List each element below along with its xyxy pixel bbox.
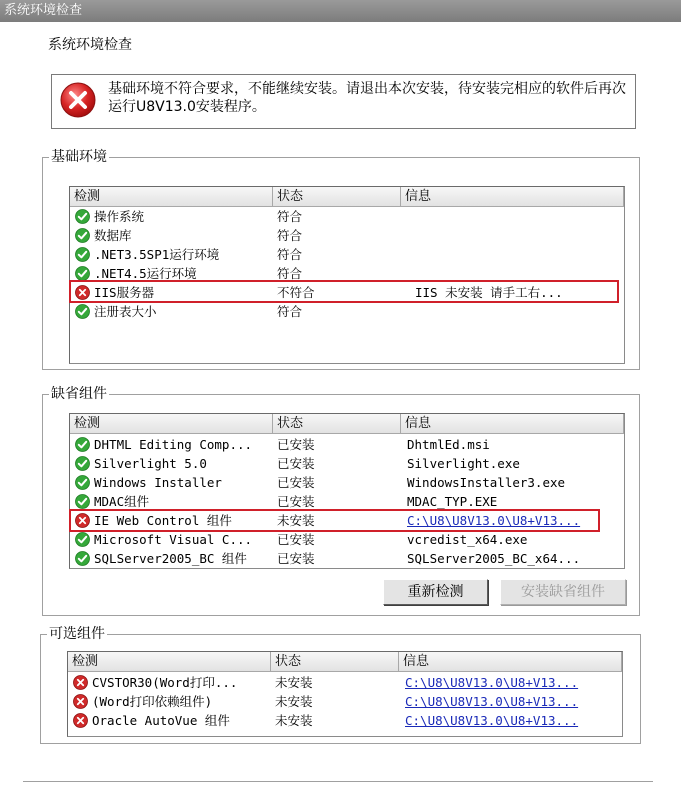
item-name: 数据库 xyxy=(94,228,132,243)
item-name: 注册表大小 xyxy=(94,304,157,319)
error-icon xyxy=(73,713,88,728)
item-status: 未安装 xyxy=(275,675,313,690)
list-item[interactable] xyxy=(68,673,622,692)
list-item[interactable] xyxy=(68,692,622,711)
bottom-divider xyxy=(23,781,653,782)
item-name: SQLServer2005_BC 组件 xyxy=(94,551,247,566)
item-status: 不符合 xyxy=(277,285,315,300)
item-status: 已安装 xyxy=(277,551,315,566)
item-status: 已安装 xyxy=(277,532,315,547)
column-header-check[interactable]: 检测 xyxy=(70,187,273,207)
list-item[interactable] xyxy=(70,435,624,454)
check-icon xyxy=(75,475,90,490)
item-status: 未安装 xyxy=(275,713,313,728)
install-default-components-button[interactable]: 安装缺省组件 xyxy=(500,579,626,605)
list-item[interactable] xyxy=(70,245,624,264)
item-status: 未安装 xyxy=(277,513,315,528)
default-components-title: 缺省组件 xyxy=(51,386,107,402)
item-info: SQLServer2005_BC_x64... xyxy=(407,551,581,566)
column-header-status[interactable]: 状态 xyxy=(273,187,401,207)
default-components-list[interactable] xyxy=(69,413,625,569)
check-icon xyxy=(75,532,90,547)
list-item[interactable] xyxy=(70,226,624,245)
basic-environment-list[interactable] xyxy=(69,186,625,364)
item-name: Oracle AutoVue 组件 xyxy=(92,713,230,728)
item-name: 操作系统 xyxy=(94,209,145,224)
item-name: Windows Installer xyxy=(94,475,222,490)
list-item[interactable] xyxy=(70,454,624,473)
check-icon xyxy=(75,247,90,262)
basic-highlight-box xyxy=(69,280,619,303)
optional-components-list[interactable] xyxy=(67,651,623,737)
recheck-button[interactable]: 重新检测 xyxy=(383,579,488,605)
column-header-info[interactable]: 信息 xyxy=(399,652,622,672)
error-message-box xyxy=(51,74,636,129)
item-info: Silverlight.exe xyxy=(407,456,520,471)
error-icon xyxy=(73,675,88,690)
error-icon xyxy=(73,694,88,709)
item-status: 已安装 xyxy=(277,437,315,452)
item-info: IIS 未安装 请手工右... xyxy=(415,285,563,300)
item-status: 符合 xyxy=(277,266,303,281)
column-header-info[interactable]: 信息 xyxy=(401,414,624,434)
item-name: (Word打印依赖组件) xyxy=(92,694,213,709)
item-name: Microsoft Visual C... xyxy=(94,532,253,547)
item-name: .NET3.5SP1运行环境 xyxy=(94,247,220,262)
item-info-link[interactable]: C:\U8\U8V13.0\U8+V13... xyxy=(405,694,579,709)
list-item[interactable] xyxy=(70,473,624,492)
check-icon xyxy=(75,456,90,471)
list-item[interactable] xyxy=(70,207,624,226)
column-header-check[interactable]: 检测 xyxy=(70,414,273,434)
item-status: 符合 xyxy=(277,247,303,262)
error-message-text: 基础环境不符合要求，不能继续安装。请退出本次安装，待安装完相应的软件后再次运行U8V13.0安装程序。 xyxy=(108,81,626,115)
item-status: 符合 xyxy=(277,228,303,243)
default-highlight-box xyxy=(69,509,600,532)
item-name: .NET4.5运行环境 xyxy=(94,266,197,281)
item-info-link[interactable]: C:\U8\U8V13.0\U8+V13... xyxy=(407,513,581,528)
check-icon xyxy=(75,209,90,224)
item-name: IIS服务器 xyxy=(94,285,155,300)
item-status: 已安装 xyxy=(277,456,315,471)
column-header-info[interactable]: 信息 xyxy=(401,187,624,207)
item-name: MDAC组件 xyxy=(94,494,150,509)
check-icon xyxy=(75,266,90,281)
list-item[interactable] xyxy=(68,711,622,730)
window-titlebar xyxy=(0,0,681,22)
default-components-group xyxy=(42,386,640,616)
item-info: DhtmlEd.msi xyxy=(407,437,490,452)
item-info: vcredist_x64.exe xyxy=(407,532,528,547)
list-item[interactable] xyxy=(70,549,624,568)
item-status: 已安装 xyxy=(277,494,315,509)
item-name: Silverlight 5.0 xyxy=(94,456,207,471)
check-icon xyxy=(75,494,90,509)
check-icon xyxy=(75,551,90,566)
error-icon xyxy=(59,81,97,119)
item-status: 符合 xyxy=(277,304,303,319)
item-status: 符合 xyxy=(277,209,303,224)
list-item[interactable] xyxy=(70,302,624,321)
item-status: 已安装 xyxy=(277,475,315,490)
check-icon xyxy=(75,228,90,243)
page-title: 系统环境检查 xyxy=(48,37,132,53)
check-icon xyxy=(75,304,90,319)
basic-environment-title: 基础环境 xyxy=(51,149,107,165)
item-info-link[interactable]: C:\U8\U8V13.0\U8+V13... xyxy=(405,713,579,728)
item-status: 未安装 xyxy=(275,694,313,709)
item-info-link[interactable]: C:\U8\U8V13.0\U8+V13... xyxy=(405,675,579,690)
column-header-check[interactable]: 检测 xyxy=(68,652,271,672)
column-header-status[interactable]: 状态 xyxy=(273,414,401,434)
item-name: CVSTOR30(Word打印... xyxy=(92,675,238,690)
window-title: 系统环境检查 xyxy=(4,3,83,18)
item-info: WindowsInstaller3.exe xyxy=(407,475,566,490)
item-name: IE Web Control 组件 xyxy=(94,513,232,528)
item-name: DHTML Editing Comp... xyxy=(94,437,253,452)
list-item[interactable] xyxy=(70,530,624,549)
basic-environment-group xyxy=(42,149,640,370)
check-icon xyxy=(75,437,90,452)
optional-components-group xyxy=(40,626,641,744)
item-info: MDAC_TYP.EXE xyxy=(407,494,498,509)
column-header-status[interactable]: 状态 xyxy=(271,652,399,672)
optional-components-title: 可选组件 xyxy=(49,626,105,642)
